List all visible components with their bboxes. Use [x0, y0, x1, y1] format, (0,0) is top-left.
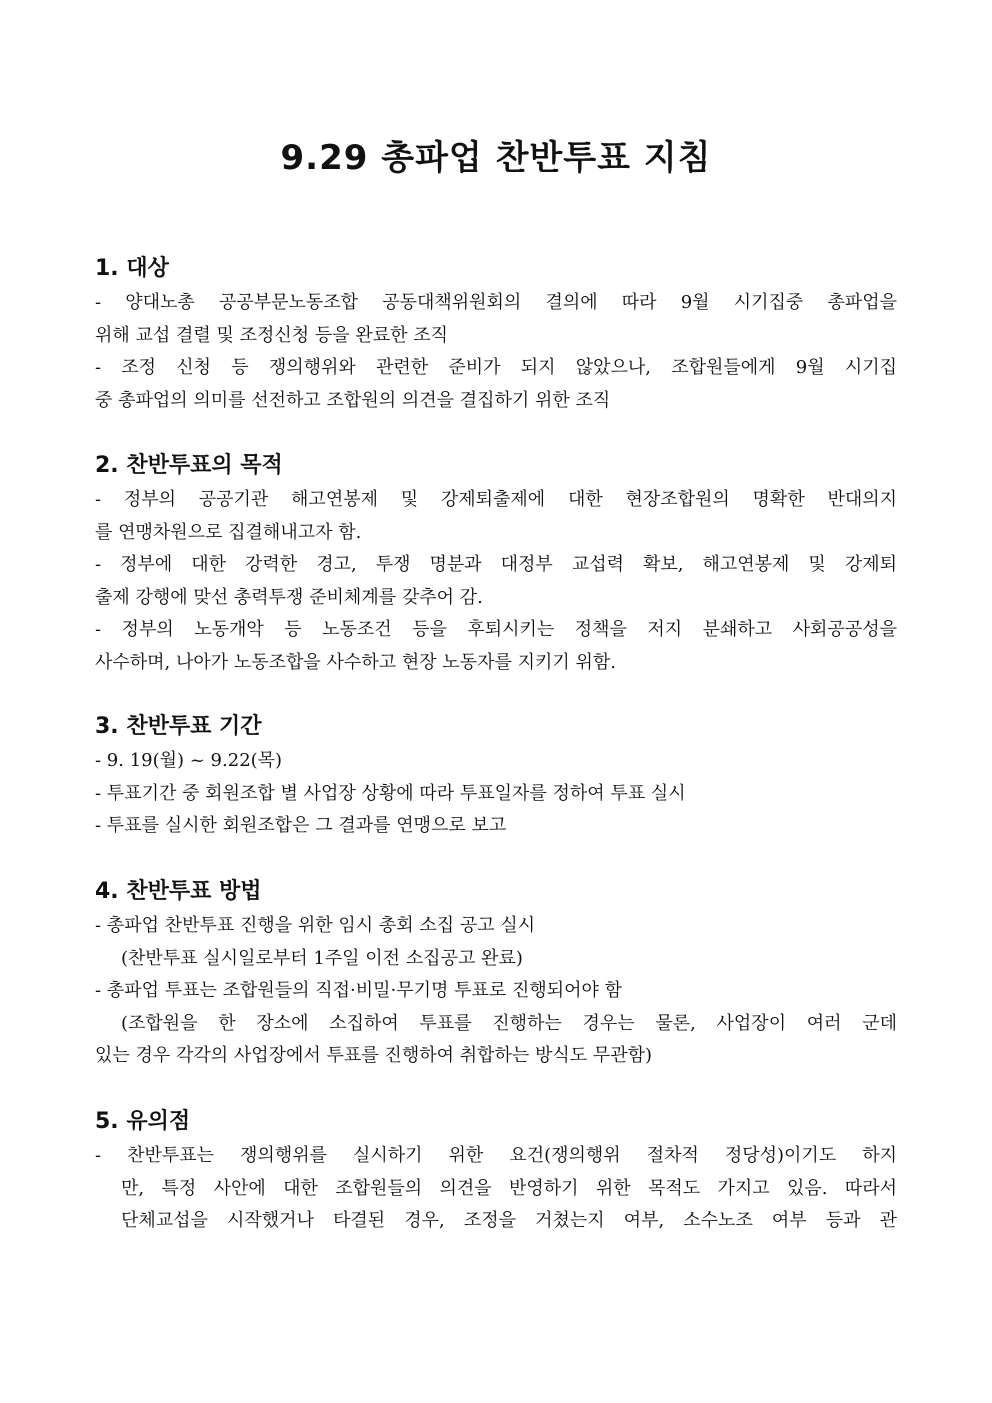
- section-line: 중 총파업의 의미를 선전하고 조합원의 의견을 결집하기 위한 조직: [95, 389, 611, 411]
- section-heading: 1. 대상: [95, 256, 169, 281]
- section-line: - 양대노총 공공부문노동조합 공동대책위원회의 결의에 따라 9월 시기집중 총파업을: [95, 292, 897, 313]
- document-title: 9.29 총파업 찬반투표 지침: [280, 138, 712, 178]
- section-line: - 정부에 대한 강력한 경고, 투쟁 명분과 대정부 교섭력 확보, 해고연봉제 및 강제퇴: [95, 554, 897, 575]
- section-line: (조합원을 한 장소에 소집하여 투표를 진행하는 경우는 물론, 사업장이 여러 군데: [121, 1012, 897, 1034]
- section-line: (찬반투표 실시일로부터 1주일 이전 소집공고 완료): [121, 947, 523, 969]
- section-heading: 4. 찬반투표 방법: [95, 879, 262, 904]
- section-line: - 투표를 실시한 회원조합은 그 결과를 연맹으로 보고: [95, 815, 507, 836]
- section-heading: 5. 유의점: [95, 1109, 191, 1134]
- section-purpose: [95, 450, 897, 679]
- section-line: 만, 특정 사안에 대한 조합원들의 의견을 반영하기 위한 목적도 가지고 있음. 따라서: [121, 1177, 897, 1199]
- section-line: 를 연맹차원으로 집결해내고자 함.: [95, 521, 362, 543]
- section-heading: 3. 찬반투표 기간: [95, 714, 262, 739]
- section-line: 출제 강행에 맞선 총력투쟁 준비체계를 갖추어 감.: [95, 586, 483, 608]
- section-line: - 찬반투표는 쟁의행위를 실시하기 위한 요건(쟁의행위 절차적 정당성)이기도 하지: [95, 1145, 897, 1166]
- section-period: [95, 711, 897, 843]
- section-line: - 투표기간 중 회원조합 별 사업장 상황에 따라 투표일자를 정하여 투표 실시: [95, 782, 686, 804]
- section-line: - 정부의 노동개악 등 노동조건 등을 후퇴시키는 정책을 저지 분쇄하고 사회공공성을: [95, 619, 897, 640]
- section-line: - 정부의 공공기관 해고연봉제 및 강제퇴출제에 대한 현장조합원의 명확한 반대의지: [95, 489, 897, 510]
- section-line: - 9. 19(월) ~ 9.22(목): [95, 750, 283, 771]
- section-line: 위해 교섭 결렬 및 조정신청 등을 완료한 조직: [95, 324, 449, 346]
- section-method: [95, 876, 897, 1073]
- section-line: - 총파업 찬반투표 진행을 위한 임시 총회 소집 공고 실시: [95, 915, 536, 936]
- section-line: 사수하며, 나아가 노동조합을 사수하고 현장 노동자를 지키기 위함.: [95, 651, 616, 673]
- section-line: - 조정 신청 등 쟁의행위와 관련한 준비가 되지 않았으나, 조합원들에게 9월 시기집: [95, 357, 897, 378]
- section-line: 단체교섭을 시작했거나 타결된 경우, 조정을 거쳤는지 여부, 소수노조 여부 등과 관: [121, 1210, 897, 1231]
- section-notes: [95, 1106, 897, 1238]
- section-target: [95, 253, 897, 417]
- section-heading: 2. 찬반투표의 목적: [95, 453, 283, 478]
- section-line: 있는 경우 각각의 사업장에서 투표를 진행하여 취합하는 방식도 무관함): [95, 1045, 653, 1066]
- section-line: - 총파업 투표는 조합원들의 직접·비밀·무기명 투표로 진행되어야 함: [95, 980, 623, 1001]
